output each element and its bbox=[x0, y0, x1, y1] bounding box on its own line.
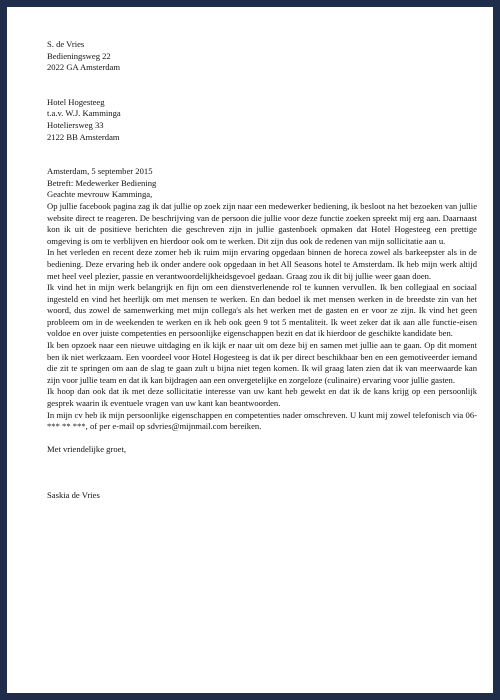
letter-body bbox=[47, 39, 477, 502]
letter-subject: Betreft: Medewerker Bediening bbox=[47, 177, 157, 188]
sender-name: S. de Vries bbox=[47, 39, 85, 49]
recipient-street: Hoteliersweg 33 bbox=[47, 119, 104, 130]
paragraph: Op jullie facebook pagina zag ik dat jullie op zoek zijn naar een medewerker bediening, ik besloot na het bezoeken van jullie website direct te reageren. De beschrijving van de persoon die jullie voor deze functie zoeken spreekt mij erg aan. Daarnaast kon ik uit de positieve berichten die geschreven zijn in jullie gastenboek opmaken dat Hotel Hogesteeg een prettige omgeving is om te verblijven en hierdoor ook om te werken. Dit zijn dus ook de redenen van mijn sollicitatie aan u. bbox=[47, 200, 478, 246]
signature-name: Saskia de Vries bbox=[47, 490, 100, 500]
sender-street: Bedieningsweg 22 bbox=[47, 50, 111, 61]
paragraph: Ik vind het in mijn werk belangrijk en fijn om een dienstverlenende rol te kunnen vervullen. Ik ben collegiaal en sociaal ingesteld en vind het heerlijk om met mensen te werken. En dan bedoel ik met mensen werken in de breedste zin van het woord, dus zowel de samenwerking met mijn collega's als het werken met de gasten en er voor ze zijn. Ik vind het geen probleem om in de weekenden te werken en ik heb ook geen 9 tot 5 mentaliteit. Ik weet zeker dat ik aan alle functie-eisen voldoe en over juiste competenties en persoonlijke eigenschappen bezit en dat ik hierdoor de geschikte kandidate ben. bbox=[47, 282, 477, 339]
letter-date: Amsterdam, 5 september 2015 bbox=[47, 166, 153, 177]
closing-paragraph bbox=[47, 386, 477, 432]
paragraph: Ik ben opzoek naar een nieuwe uitdaging en ik kijk er naar uit om deze bij en samen met jullie aan te gaan. Op dit moment ben ik niet werkzaam. Een voordeel voor Hotel Hogesteeg is dat ik per direct beschikbaar ben en een gemotiveerder iemand die zit te springen om aan de slag te gaan zult u bijna niet tegen komen. Ik wil graag laten zien dat ik van meerwaarde kan zijn voor jullie team en dat ik kan bijdragen aan een onvergetelijke en zorgeloze (culinaire) ervaring voor jullie gasten. bbox=[47, 340, 477, 385]
recipient-attention: t.a.v. W.J. Kamminga bbox=[47, 108, 121, 119]
paragraph: In mijn cv heb ik mijn persoonlijke eigenschappen en competenties nader omschreven. U kunt mij zowel telefonisch via 06-*** ** ***, of per e-mail op sdvries@mijnmail.com bereiken. bbox=[47, 409, 477, 432]
paragraph: In het verleden en recent deze zomer heb ik ruim mijn ervaring opgedaan binnen de horeca zowel als barkeepster als in de bediening. Deze ervaring heb ik onder andere ook opgedaan in het All Seasons hotel te Amsterdam. Ik heb mijn werk altijd met heel veel plezier, passie en verantwoordelijkheidsgevoel gedaan. Graag zou ik dit bij jullie weer gaan doen. bbox=[47, 247, 477, 281]
recipient-city: 2122 BB Amsterdam bbox=[47, 131, 120, 142]
sender-address bbox=[47, 39, 477, 74]
paragraph: Ik hoop dan ook dat ik met deze sollicitatie interesse van uw kant heb gewekt en dat ik de kans krijg op een persoonlijk gesprek waarin ik eventuele vragen van uw kant kan beantwoorden. bbox=[47, 386, 477, 409]
sender-city: 2022 GA Amsterdam bbox=[47, 62, 121, 73]
letter-greeting: Met vriendelijke groet, bbox=[47, 444, 126, 455]
letter-salutation: Geachte mevrouw Kamminga, bbox=[47, 189, 153, 200]
recipient-company: Hotel Hogesteeg bbox=[47, 96, 105, 107]
recipient-address bbox=[47, 97, 477, 143]
